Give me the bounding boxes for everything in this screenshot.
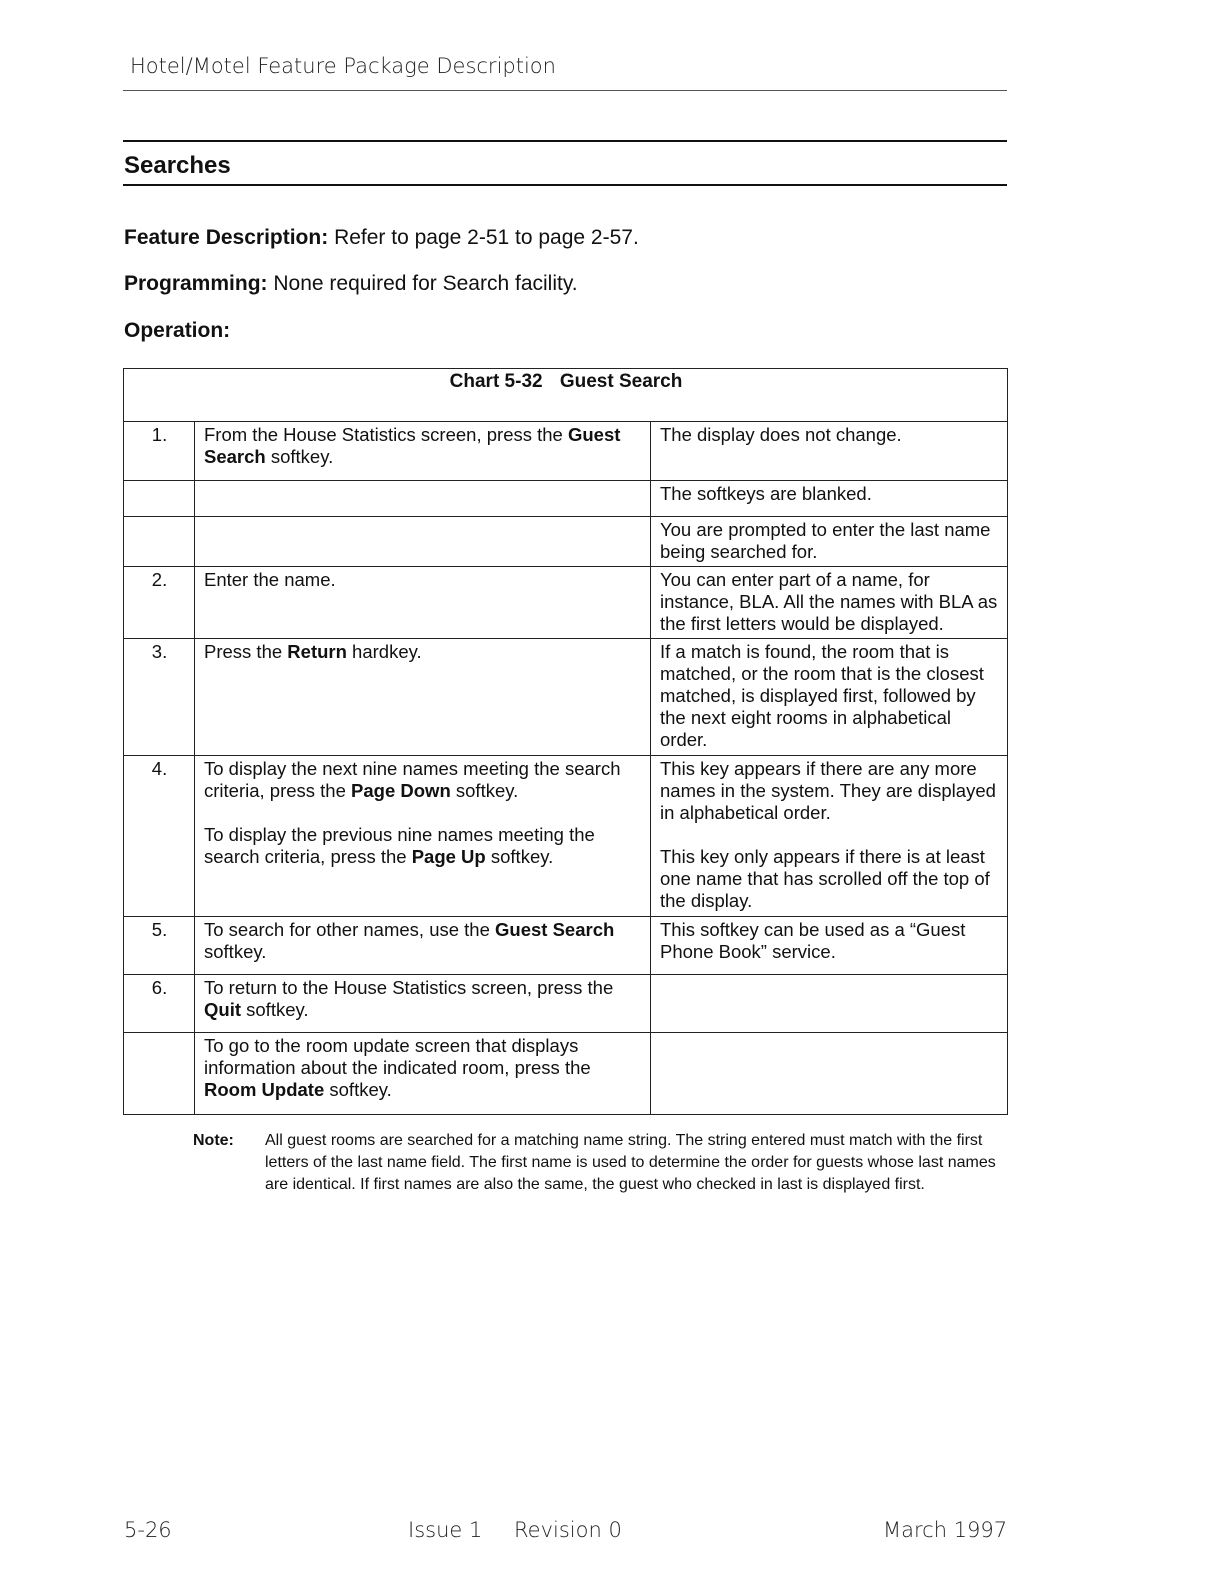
step-result bbox=[651, 975, 1008, 1033]
step-result: The softkeys are blanked. bbox=[651, 481, 1008, 517]
footer-date: March 1997 bbox=[883, 1518, 1008, 1542]
step-action: To search for other names, use the Guest Search softkey. bbox=[195, 917, 651, 975]
softkey-name: Room Update bbox=[204, 1079, 325, 1100]
table-row bbox=[124, 917, 1008, 975]
step-number: 6. bbox=[124, 975, 195, 1033]
note-text: All guest rooms are searched for a matching name string. The string entered must match with the first letters of the last name field. The first name is used to determine the order for guests whose last names are identical. If first names are also the same, the guest who checked in last is displayed first. bbox=[265, 1132, 996, 1193]
step-result bbox=[651, 1033, 1008, 1115]
header-rule bbox=[123, 90, 1007, 91]
feature-label: Feature Description: bbox=[124, 226, 329, 249]
step-action: To display the next nine names meeting the search criteria, press the Page Down softkey. bbox=[204, 758, 621, 801]
softkey-name: Guest Search bbox=[204, 424, 621, 467]
step-number: 4. bbox=[124, 756, 195, 917]
softkey-name: Guest Search bbox=[495, 919, 615, 940]
step-action-secondary: To display the previous nine names meeting the search criteria, press the Page Up softkey. bbox=[204, 824, 595, 867]
step-result-secondary: This key only appears if there is at least one name that has scrolled off the top of the display. bbox=[660, 846, 990, 911]
running-header: Hotel/Motel Feature Package Description bbox=[130, 54, 556, 78]
table-row bbox=[124, 1033, 1008, 1115]
step-result: You can enter part of a name, for instance, BLA. All the names with BLA as the first letters would be displayed. bbox=[651, 567, 1008, 639]
table-row bbox=[124, 756, 1008, 917]
table-row bbox=[124, 422, 1008, 481]
chart-caption-row bbox=[124, 369, 1008, 422]
step-action: From the House Statistics screen, press the Guest Search softkey. bbox=[195, 422, 651, 481]
step-action: To go to the room update screen that displays information about the indicated room, press the Room Update softkey. bbox=[195, 1033, 651, 1115]
note-label: Note: bbox=[193, 1132, 234, 1149]
table-row bbox=[124, 517, 1008, 567]
step-result: This key appears if there are any more names in the system. They are displayed in alphabetical order. bbox=[660, 758, 996, 823]
step-number bbox=[124, 517, 195, 567]
section-rule-top bbox=[123, 140, 1007, 142]
step-result: You are prompted to enter the last name being searched for. bbox=[651, 517, 1008, 567]
step-number bbox=[124, 481, 195, 517]
table-row bbox=[124, 567, 1008, 639]
step-result: If a match is found, the room that is matched, or the room that is the closest matched, is displayed first, followed by the next eight rooms in alphabetical order. bbox=[651, 639, 1008, 756]
table-row bbox=[124, 975, 1008, 1033]
softkey-name: Return bbox=[287, 641, 347, 662]
softkey-name: Page Up bbox=[411, 846, 486, 867]
step-action bbox=[195, 481, 651, 517]
step-result: This softkey can be used as a “Guest Phone Book” service. bbox=[651, 917, 1008, 975]
programming-text: None required for Search facility. bbox=[273, 272, 578, 295]
step-number bbox=[124, 1033, 195, 1115]
chart-title: Guest Search bbox=[559, 371, 683, 392]
step-number: 3. bbox=[124, 639, 195, 756]
operation-label: Operation: bbox=[124, 319, 231, 342]
section-title: Searches bbox=[124, 152, 231, 179]
feature-description bbox=[124, 226, 639, 250]
feature-text: Refer to page 2-51 to page 2-57. bbox=[334, 226, 639, 249]
programming bbox=[124, 272, 578, 296]
footer-issue: Issue 1 bbox=[408, 1518, 483, 1542]
softkey-name: Quit bbox=[204, 999, 241, 1020]
step-number: 1. bbox=[124, 422, 195, 481]
table-row bbox=[124, 639, 1008, 756]
footer-revision: Revision 0 bbox=[514, 1518, 622, 1542]
step-result-cell bbox=[651, 756, 1008, 917]
step-action-cell bbox=[195, 756, 651, 917]
step-action bbox=[195, 517, 651, 567]
chart-number: Chart 5-32 bbox=[449, 371, 543, 392]
step-action: Press the Return hardkey. bbox=[195, 639, 651, 756]
step-number: 5. bbox=[124, 917, 195, 975]
softkey-name: Page Down bbox=[351, 780, 451, 801]
step-action: Enter the name. bbox=[195, 567, 651, 639]
step-result: The display does not change. bbox=[651, 422, 1008, 481]
section-rule-bottom bbox=[123, 184, 1007, 186]
step-action: To return to the House Statistics screen, press the Quit softkey. bbox=[195, 975, 651, 1033]
step-number: 2. bbox=[124, 567, 195, 639]
guest-search-chart bbox=[123, 368, 1008, 1115]
chart-caption bbox=[124, 369, 1008, 422]
programming-label: Programming: bbox=[124, 272, 268, 295]
footer-page-number: 5-26 bbox=[124, 1518, 172, 1542]
table-row bbox=[124, 481, 1008, 517]
